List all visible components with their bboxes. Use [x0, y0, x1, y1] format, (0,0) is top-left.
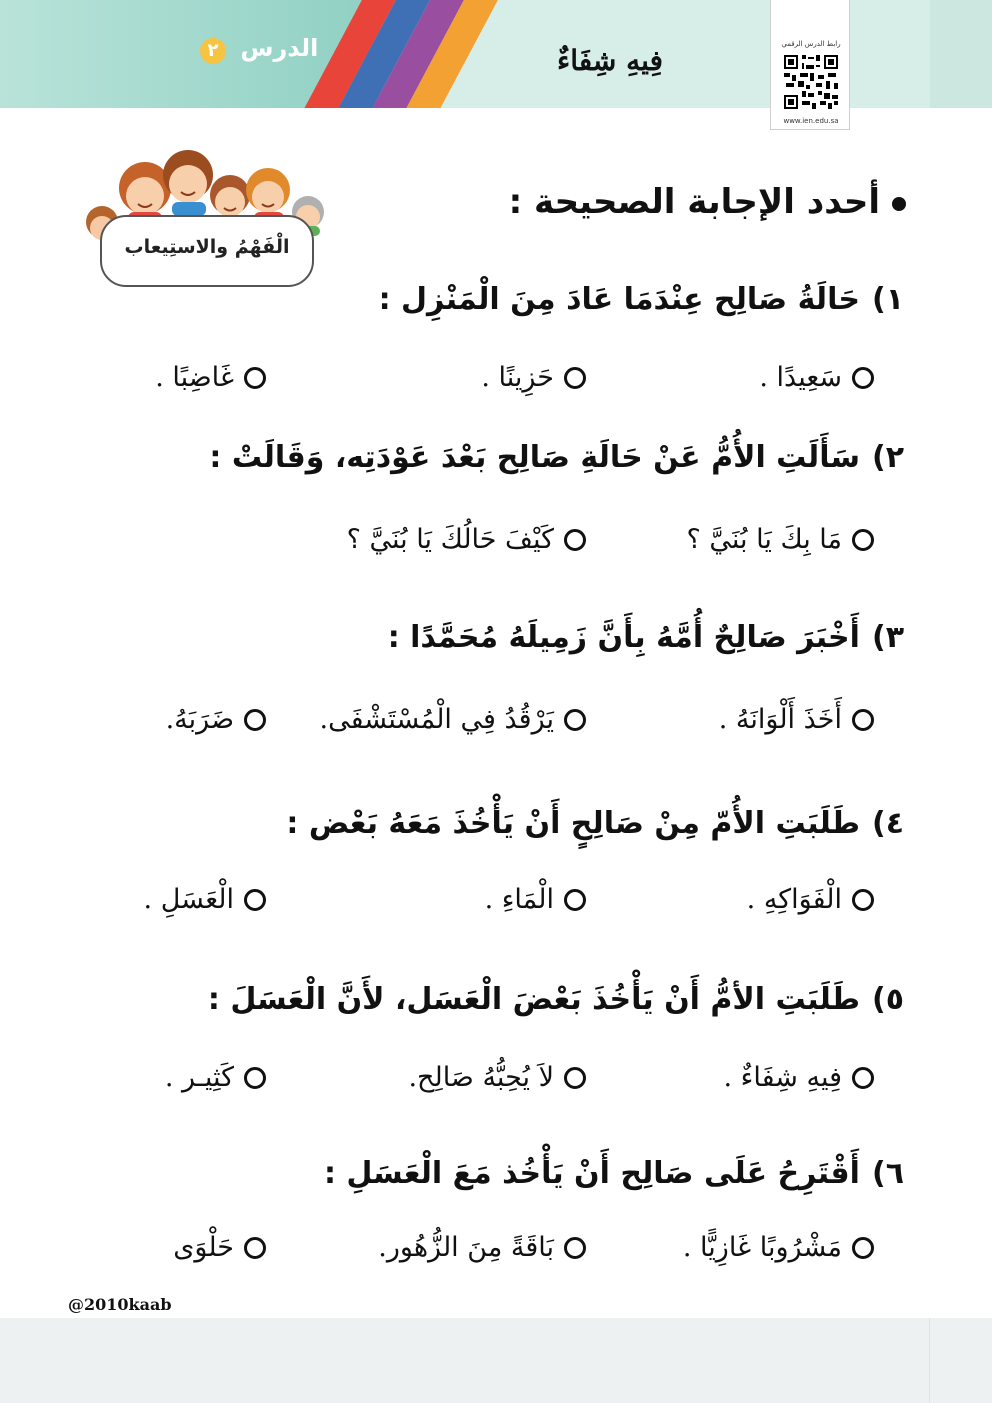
radio-circle-icon[interactable] [564, 889, 586, 911]
option-label: فِيهِ شِفَاءٌ . [723, 1062, 842, 1093]
option-6-3[interactable] [173, 1232, 266, 1263]
option-4-1[interactable] [747, 884, 874, 915]
instruction-heading [509, 182, 906, 222]
question-number: ٢) [871, 440, 904, 475]
question-4 [286, 806, 904, 841]
question-number: ٤) [871, 806, 904, 841]
radio-circle-icon[interactable] [244, 889, 266, 911]
radio-circle-icon[interactable] [244, 1237, 266, 1259]
question-text: أَخْبَرَ صَالِحٌ أُمَّهُ بِأَنَّ زَمِيلَهُ مُحَمَّدًا : [387, 620, 860, 655]
radio-circle-icon[interactable] [244, 1067, 266, 1089]
radio-circle-icon[interactable] [852, 709, 874, 731]
lesson-label [200, 34, 318, 64]
instruction-text: أحدد الإجابة الصحيحة : [508, 182, 880, 222]
option-label: كَثِيـر . [164, 1062, 234, 1093]
option-label: أَخَذَ أَلْوَانَهُ . [718, 704, 842, 735]
header-color-stripes [330, 0, 510, 108]
option-3-1[interactable] [719, 704, 874, 735]
page-title: فِيهِ شِفَاءٌ [557, 44, 663, 77]
option-label: الْفَوَاكِهِ . [746, 884, 842, 915]
option-label: الْمَاءِ . [484, 884, 554, 915]
option-5-1[interactable] [724, 1062, 874, 1093]
qr-code-icon[interactable] [782, 53, 840, 111]
option-label: حَزِينًا . [481, 362, 554, 393]
radio-circle-icon[interactable] [852, 1237, 874, 1259]
footer-band [0, 1318, 992, 1403]
question-5 [208, 982, 904, 1017]
footer-divider [929, 1318, 930, 1403]
radio-circle-icon[interactable] [564, 367, 586, 389]
radio-circle-icon[interactable] [852, 529, 874, 551]
question-1 [379, 282, 904, 317]
option-4-3[interactable] [144, 884, 266, 915]
radio-circle-icon[interactable] [244, 709, 266, 731]
option-label: لاَ يُحِبُّهُ صَالِح. [408, 1062, 554, 1093]
option-label: بَاقَةً مِنَ الزُّهُور. [378, 1232, 554, 1263]
lesson-number: ٢ [200, 38, 226, 64]
comprehension-badge-label: الْفَهْمُ والاستِيعاب [124, 236, 290, 258]
option-6-2[interactable] [378, 1232, 586, 1263]
question-number: ٦) [871, 1156, 904, 1191]
option-5-3[interactable] [165, 1062, 266, 1093]
radio-circle-icon[interactable] [852, 889, 874, 911]
option-1-1[interactable] [759, 362, 874, 393]
qr-card[interactable] [770, 0, 850, 130]
option-label: مَشْرُوبًا غَازِيًّا . [682, 1232, 842, 1263]
author-handle: @2010kaab [68, 1295, 172, 1314]
option-2-1[interactable] [686, 524, 874, 555]
radio-circle-icon[interactable] [564, 1237, 586, 1259]
question-6 [324, 1156, 904, 1191]
question-2 [209, 440, 904, 475]
lesson-label-text: الدرس [240, 34, 319, 62]
radio-circle-icon[interactable] [244, 367, 266, 389]
question-text: حَالَةُ صَالِح عِنْدَمَا عَادَ مِنَ الْمَنْزِل : [378, 282, 860, 317]
option-label: الْعَسَلِ . [143, 884, 234, 915]
option-label: غَاضِبًا . [155, 362, 234, 393]
option-6-1[interactable] [683, 1232, 874, 1263]
radio-circle-icon[interactable] [564, 709, 586, 731]
option-1-3[interactable] [155, 362, 266, 393]
option-label: سَعِيدًا . [759, 362, 842, 393]
radio-circle-icon[interactable] [564, 1067, 586, 1089]
option-label: يَرْقُدُ فِي الْمُسْتَشْفَى. [319, 704, 554, 735]
option-label: حَلْوَى [173, 1232, 234, 1263]
option-label: مَا بِكَ يَا بُنَيَّ ؟ [686, 524, 842, 555]
question-number: ١) [871, 282, 904, 317]
qr-caption: رابط الدرس الرقمي [781, 40, 841, 48]
option-3-3[interactable] [166, 704, 266, 735]
option-1-2[interactable] [481, 362, 586, 393]
radio-circle-icon[interactable] [852, 1067, 874, 1089]
qr-url: www.ien.edu.sa [783, 117, 839, 125]
question-text: طَلَبَتِ الأُمّ مِنْ صَالِحٍ أَنْ يَأْخُذَ مَعَهُ بَعْض : [286, 806, 860, 841]
option-5-2[interactable] [408, 1062, 586, 1093]
question-number: ٣) [871, 620, 904, 655]
question-text: أَقْتَرِحُ عَلَى صَالِح أَنْ يَأْخُذ مَعَ الْعَسَلِ : [323, 1156, 860, 1191]
header-right-bar [930, 0, 992, 108]
option-3-2[interactable] [320, 704, 586, 735]
question-3 [388, 620, 904, 655]
question-text: طَلَبَتِ الأمُّ أَنْ يَأْخُذَ بَعْضَ الْعَسَل، لأَنَّ الْعَسَلَ : [207, 982, 860, 1017]
option-4-2[interactable] [485, 884, 586, 915]
bullet-icon [892, 197, 906, 211]
question-text: سَأَلَتِ الأُمُّ عَنْ حَالَةِ صَالِح بَعْدَ عَوْدَتِه، وَقَالَتْ : [209, 440, 860, 475]
option-label: ضَرَبَهُ. [165, 704, 234, 735]
radio-circle-icon[interactable] [564, 529, 586, 551]
question-number: ٥) [871, 982, 904, 1017]
radio-circle-icon[interactable] [852, 367, 874, 389]
option-2-2[interactable] [347, 524, 586, 555]
option-label: كَيْفَ حَالُكَ يَا بُنَيَّ ؟ [346, 524, 554, 555]
